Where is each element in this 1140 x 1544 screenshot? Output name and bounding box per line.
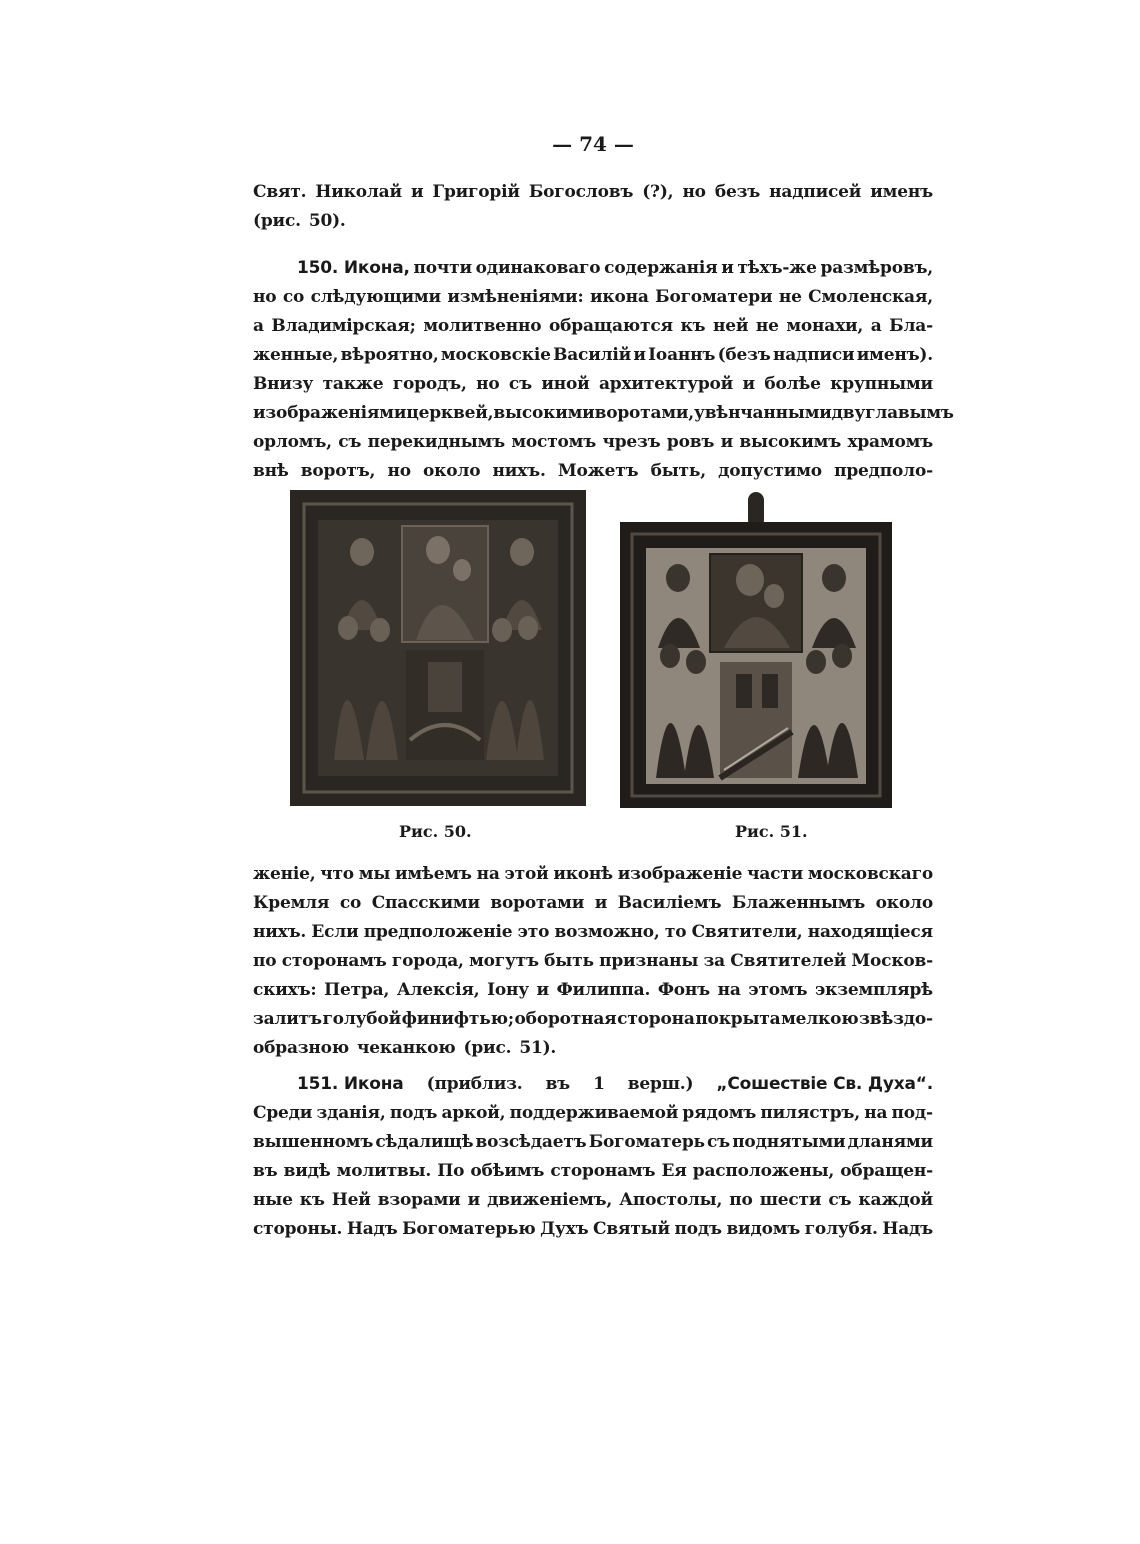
- text-line: [253, 976, 933, 1005]
- word: за: [703, 951, 725, 971]
- word: подъ: [674, 1219, 722, 1239]
- word: Алексія,: [396, 980, 480, 1000]
- word: дланями: [847, 1132, 933, 1152]
- word: видомъ: [726, 1219, 801, 1239]
- word: сѣдалищѣ: [375, 1132, 474, 1152]
- word: измѣненіями:: [447, 287, 584, 307]
- word: воротами: [490, 893, 585, 913]
- word: по: [729, 1190, 753, 1210]
- word: Фонъ: [657, 980, 710, 1000]
- word: этомъ: [748, 980, 808, 1000]
- icon-plate-figure-51: [620, 492, 892, 808]
- word: быть: [544, 951, 594, 971]
- word: увѣнчанными: [694, 403, 832, 423]
- word: иконѣ: [553, 864, 613, 884]
- word: допустимо: [718, 461, 822, 481]
- word: поднятыми: [732, 1132, 846, 1152]
- word: изображеніе: [617, 864, 743, 884]
- word: къ: [299, 1190, 325, 1210]
- word: Блаженнымъ: [731, 893, 866, 913]
- word: По: [437, 1161, 465, 1181]
- text-line: [253, 457, 933, 486]
- word: въ: [545, 1074, 571, 1094]
- word: перекиднымъ: [367, 432, 505, 452]
- entry-number: 151. Икона: [297, 1074, 404, 1094]
- word: экземплярѣ: [815, 980, 933, 1000]
- word: Кремля: [253, 893, 330, 913]
- word: расположены,: [692, 1161, 835, 1181]
- word: размѣровъ,: [820, 258, 933, 278]
- word: каждой: [858, 1190, 933, 1210]
- word: пилястръ,: [760, 1103, 860, 1123]
- word: именъ: [870, 182, 933, 202]
- word: обѣимъ: [470, 1161, 545, 1181]
- word: безъ: [714, 182, 761, 202]
- text-line: [253, 178, 933, 207]
- word: залитъ: [253, 1009, 322, 1029]
- word: сторона: [617, 1009, 695, 1029]
- word: и: [721, 258, 734, 278]
- text-line: [253, 254, 933, 283]
- word: чрезъ: [602, 432, 661, 452]
- word: Іоаннъ: [648, 345, 716, 365]
- word: стороны.: [253, 1219, 343, 1239]
- word: Свят.: [253, 182, 307, 202]
- word: и: [594, 893, 608, 913]
- word: орломъ,: [253, 432, 332, 452]
- text-line: [253, 1070, 933, 1099]
- word: содержанія: [604, 258, 718, 278]
- word: Ней: [331, 1190, 371, 1210]
- word: 51).: [519, 1038, 557, 1058]
- word: Владимірская;: [271, 316, 416, 336]
- word: но: [387, 461, 411, 481]
- paragraph-150: [253, 254, 954, 486]
- word: нихъ.: [492, 461, 546, 481]
- paragraph-continuation: [253, 178, 933, 236]
- word: города,: [391, 951, 464, 971]
- word: Спасскими: [371, 893, 480, 913]
- word: со: [339, 893, 362, 913]
- word: изображеніями: [253, 403, 407, 423]
- word: Ея: [661, 1161, 687, 1181]
- word: сторонамъ: [550, 1161, 656, 1181]
- word: то: [664, 922, 687, 942]
- text-line: [253, 312, 933, 341]
- word: (рис.: [463, 1038, 512, 1058]
- word: крупными: [830, 374, 933, 394]
- word: Богословъ: [528, 182, 634, 202]
- word: около: [423, 461, 481, 481]
- word: съ: [338, 432, 362, 452]
- word: болѣе: [764, 374, 821, 394]
- word: нихъ.: [253, 922, 307, 942]
- word: и: [720, 432, 734, 452]
- word: Петра,: [324, 980, 390, 1000]
- text-line: [253, 1005, 933, 1034]
- entry-number: 150. Икона,: [297, 258, 410, 278]
- word: слѣдующими: [310, 287, 441, 307]
- word: зданія,: [316, 1103, 386, 1123]
- word: по: [253, 951, 277, 971]
- word: 50).: [308, 211, 346, 231]
- word: предположеніе: [363, 922, 513, 942]
- word: надписей: [769, 182, 862, 202]
- word: (безъ: [717, 345, 771, 365]
- icon-plate-figure-50: [290, 490, 586, 806]
- text-line: [253, 370, 933, 399]
- word: покрыта: [695, 1009, 781, 1029]
- word: Василіемъ: [617, 893, 722, 913]
- text-line: [253, 1099, 933, 1128]
- word: монахи,: [786, 316, 864, 336]
- text-line: [253, 428, 933, 457]
- word: на: [717, 980, 741, 1000]
- word: быть,: [650, 461, 706, 481]
- word: городъ,: [392, 374, 467, 394]
- word: Святый: [593, 1219, 670, 1239]
- word: вышенномъ: [253, 1132, 374, 1152]
- word: Апостолы,: [619, 1190, 723, 1210]
- word: что: [320, 864, 354, 884]
- text-line: [253, 1128, 933, 1157]
- word: верш.): [627, 1074, 694, 1094]
- word: но: [682, 182, 706, 202]
- word: архитектурой: [598, 374, 734, 394]
- text-line: [253, 918, 933, 947]
- word: и: [536, 980, 549, 1000]
- text-line: [253, 1034, 933, 1063]
- word: московскаго: [807, 864, 933, 884]
- word: видѣ: [283, 1161, 331, 1181]
- word: съ: [508, 374, 532, 394]
- word: (приблиз.: [426, 1074, 523, 1094]
- word: на: [476, 864, 500, 884]
- word: под-: [891, 1103, 933, 1123]
- word: Надъ: [882, 1219, 933, 1239]
- word: подъ: [389, 1103, 438, 1123]
- word: (рис.: [253, 211, 301, 231]
- word: внѣ: [253, 461, 289, 481]
- word: вѣроятно,: [340, 345, 439, 365]
- icon-title: „Сошествіе Св. Духа“.: [716, 1074, 933, 1094]
- word: Москов-: [851, 951, 933, 971]
- word: молитвенно: [423, 316, 542, 336]
- word: Можетъ: [557, 461, 639, 481]
- text-line: [253, 283, 933, 312]
- word: Святители,: [691, 922, 803, 942]
- word: тѣхъ-же: [737, 258, 817, 278]
- text-line: [253, 860, 933, 889]
- word: Іону: [487, 980, 529, 1000]
- word: а: [253, 316, 264, 336]
- word: Богоматерью: [402, 1219, 536, 1239]
- word: голубой: [322, 1009, 401, 1029]
- word: Григорій: [432, 182, 520, 202]
- word: надписи: [773, 345, 855, 365]
- word: ные: [253, 1190, 293, 1210]
- text-line: [253, 1186, 933, 1215]
- word: женіе,: [253, 864, 316, 884]
- word: высокими: [493, 403, 595, 423]
- word: и: [742, 374, 755, 394]
- word: Святителей: [730, 951, 847, 971]
- text-line: [253, 207, 933, 236]
- word: 1: [593, 1074, 605, 1094]
- word: мелкою: [781, 1009, 859, 1029]
- word: церквей,: [406, 403, 494, 423]
- figure-50-caption: Рис. 50.: [399, 822, 472, 841]
- word: поддерживаемой: [509, 1103, 679, 1123]
- word: но: [476, 374, 500, 394]
- word: Богоматерь: [588, 1132, 705, 1152]
- word: предполо-: [834, 461, 933, 481]
- word: высокимъ: [739, 432, 842, 452]
- word: воротами,: [594, 403, 695, 423]
- text-line: [253, 399, 954, 428]
- word: ровъ: [666, 432, 715, 452]
- word: съ: [707, 1132, 731, 1152]
- word: оборотная: [514, 1009, 617, 1029]
- word: признаны: [599, 951, 699, 971]
- word: именъ).: [856, 345, 933, 365]
- word: Внизу: [253, 374, 314, 394]
- word: этой: [504, 864, 549, 884]
- word: ней: [713, 316, 749, 336]
- word: обращаются: [549, 316, 673, 336]
- page-number: — 74 —: [552, 132, 634, 156]
- word: съ: [828, 1190, 852, 1210]
- word: Николай: [315, 182, 402, 202]
- word: Надъ: [346, 1219, 398, 1239]
- word: мы: [358, 864, 391, 884]
- word: чеканкою: [357, 1038, 456, 1058]
- figure-51-caption: Рис. 51.: [735, 822, 808, 841]
- text-line: [253, 341, 933, 370]
- word: молитвы.: [336, 1161, 432, 1181]
- word: голубя.: [804, 1219, 878, 1239]
- word: около: [875, 893, 933, 913]
- word: сторонамъ: [281, 951, 387, 971]
- word: но: [253, 287, 277, 307]
- word: Если: [311, 922, 359, 942]
- paragraph-continuation-b: [253, 860, 933, 1063]
- word: Среди: [253, 1103, 313, 1123]
- word: возсѣдаетъ: [475, 1132, 587, 1152]
- word: женные,: [253, 345, 339, 365]
- word: скихъ:: [253, 980, 317, 1000]
- text-line: [253, 889, 933, 918]
- word: Бла-: [889, 316, 933, 336]
- word: Духъ: [540, 1219, 589, 1239]
- word: также: [322, 374, 384, 394]
- word: (?),: [642, 182, 674, 202]
- word: шести: [759, 1190, 822, 1210]
- word: Василій: [553, 345, 632, 365]
- word: а: [870, 316, 882, 336]
- word: не: [778, 287, 802, 307]
- word: звѣздо-: [859, 1009, 933, 1029]
- word: храмомъ: [847, 432, 933, 452]
- word: московскіе: [440, 345, 551, 365]
- word: и: [467, 1190, 481, 1210]
- word: аркой,: [441, 1103, 506, 1123]
- word: одинаковаго: [475, 258, 601, 278]
- word: имѣемъ: [395, 864, 472, 884]
- text-line: [253, 947, 933, 976]
- word: обращен-: [840, 1161, 933, 1181]
- word: въ: [253, 1161, 278, 1181]
- word: и: [410, 182, 424, 202]
- word: воротъ,: [300, 461, 376, 481]
- word: могутъ: [469, 951, 539, 971]
- word: это: [517, 922, 550, 942]
- word: икона: [589, 287, 649, 307]
- paragraph-151: [253, 1070, 933, 1244]
- word: образною: [253, 1038, 350, 1058]
- word: Богоматери: [655, 287, 773, 307]
- word: Смоленская,: [808, 287, 933, 307]
- word: находящіеся: [807, 922, 933, 942]
- word: двуглавымъ: [831, 403, 954, 423]
- word: мостомъ: [511, 432, 597, 452]
- word: иной: [541, 374, 590, 394]
- word: финифтью;: [401, 1009, 514, 1029]
- word: возможно,: [554, 922, 660, 942]
- word: Филиппа.: [556, 980, 651, 1000]
- text-line: [253, 1215, 933, 1244]
- word: на: [864, 1103, 888, 1123]
- word: движеніемъ,: [487, 1190, 613, 1210]
- word: рядомъ: [682, 1103, 757, 1123]
- word: почти: [413, 258, 472, 278]
- text-line: [253, 1157, 933, 1186]
- word: взорами: [377, 1190, 461, 1210]
- word: со: [282, 287, 305, 307]
- word: къ: [680, 316, 706, 336]
- word: не: [755, 316, 779, 336]
- word: и: [633, 345, 646, 365]
- word: части: [747, 864, 804, 884]
